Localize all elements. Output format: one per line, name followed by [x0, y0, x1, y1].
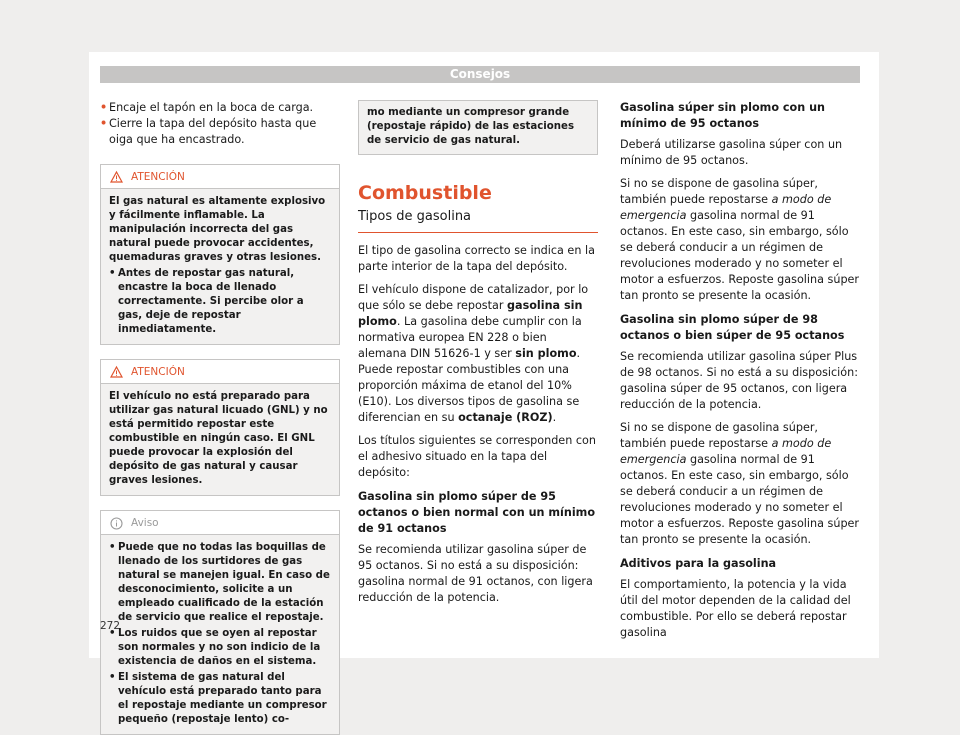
paragraph [358, 282, 598, 426]
section-header: Consejos [100, 66, 860, 83]
note-box [100, 510, 340, 735]
column-1 [100, 100, 340, 735]
list-item: • Cierre la tapa del depósito hasta que oiga que ha encastrado. [100, 116, 340, 148]
paragraph: El tipo de gasolina correcto se indica en la parte interior de la tapa del depósito. [358, 244, 595, 273]
fuel-type-title: Gasolina súper sin plomo con un mínimo de 95 octanos [620, 101, 826, 130]
paragraph [620, 420, 860, 548]
list-item: • Puede que no todas las boquillas de llenado de los surtidores de gas natural se manejen igual. En caso de desconocimiento, solicite a un empleado cualificado de la estación de servicio que realice el repostaje. [109, 541, 331, 625]
text-run: Si no se dispone de gasolina súper, también puede repostarse [620, 177, 818, 206]
paragraph [620, 176, 860, 304]
list-item: • Encaje el tapón en la boca de carga. [100, 100, 340, 116]
info-circle-icon [109, 516, 123, 530]
text-run-bold: gasolina sin plomo [358, 299, 583, 328]
page-number: 272 [100, 620, 121, 632]
additives-title: Aditivos para la gasolina [620, 557, 777, 570]
paragraph: Los títulos siguientes se corresponden con el adhesivo situado en la tapa del depósito: [358, 434, 596, 479]
paragraph: Se recomienda utilizar gasolina súper Plus de 98 octanos. Si no está a su disposición: gasolina súper de 95 octanos, con ligera reducción de la potencia. [620, 350, 858, 411]
note-box-continued: mo mediante un compresor grande (repostaje rápido) de las estaciones de servicio de gas natural. [358, 100, 598, 155]
warning-box [100, 164, 340, 345]
paragraph: El comportamiento, la potencia y la vida útil del motor dependen de la calidad del combustible. Por ello se deberá repostar gasolina [620, 578, 851, 639]
list-item: • Los ruidos que se oyen al repostar son normales y no son indicio de la existencia de daños en el sistema. [109, 627, 331, 669]
column-3 [620, 100, 860, 641]
warning-title: ATENCIÓN [131, 171, 185, 183]
warning-box-body [101, 384, 339, 495]
column-2 [358, 100, 598, 606]
note-box-body [101, 535, 339, 734]
warning-box-header [101, 360, 339, 384]
text-run: . [552, 411, 557, 424]
fuel-type-title: Gasolina sin plomo súper de 98 octanos o bien súper de 95 octanos [620, 313, 845, 342]
warning-box-header [101, 165, 339, 189]
note-box-header [101, 511, 339, 535]
text-run-italic: a modo de emergencia [620, 193, 832, 222]
text-run-bold: octanaje (ROZ) [458, 411, 553, 424]
warning-title: ATENCIÓN [131, 366, 185, 378]
warning-triangle-icon [109, 365, 123, 379]
section-heading: Combustible [358, 182, 492, 204]
warning-box [100, 359, 340, 496]
text-run-bold: sin plomo [515, 347, 577, 360]
paragraph: Deberá utilizarse gasolina súper con un mínimo de 95 octanos. [620, 138, 843, 167]
text-run: . Puede repostar combustibles con una proporción máxima de etanol del 10% (E10). Los diversos tipos de gasolina se diferencian en su [358, 347, 581, 424]
text-run: . La gasolina debe cumplir con la normativa europea EN 228 o bien alemana DIN 51626-1 y ser [358, 315, 582, 360]
warning-text: El vehículo no está preparado para utilizar gas natural licuado (GNL) y no está permitido repostar este combustible en ningún caso. El GNL puede provocar la explosión del depósito de gas natural y causar graves lesiones. [109, 391, 328, 486]
text-run: El vehículo dispone de catalizador, por lo que sólo se debe repostar [358, 283, 589, 312]
text-run: gasolina normal de 91 octanos. En este caso, sin embargo, sólo se deberá conducir a un régimen de revoluciones moderado y no someter el motor a esfuerzos. Reposte gasolina súper tan pronto se presente la ocasión. [620, 453, 860, 546]
warning-triangle-icon [109, 170, 123, 184]
fuel-type-title: Gasolina sin plomo súper de 95 octanos o bien normal con un mínimo de 91 octanos [358, 490, 596, 535]
list-item: • Antes de repostar gas natural, encastre la boca de llenado correctamente. Si percibe olor a gas, deje de repostar inmediatamente. [109, 267, 331, 337]
text-run: Si no se dispone de gasolina súper, también puede repostarse [620, 421, 818, 450]
note-title: Aviso [131, 517, 159, 529]
warning-text: El gas natural es altamente explosivo y fácilmente inflamable. La manipulación incorrecta del gas natural puede provocar accidentes, quemaduras graves y otras lesiones. [109, 196, 326, 263]
list-item: • El sistema de gas natural del vehículo está preparado tanto para el repostaje mediante un compresor pequeño (repostaje lento) co- [109, 671, 331, 727]
subsection-heading: Tipos de gasolina [358, 209, 598, 233]
text-run-italic: a modo de emergencia [620, 437, 832, 466]
paragraph: Se recomienda utilizar gasolina súper de 95 octanos. Si no está a su disposición: gasolina normal de 91 octanos, con ligera reducción de la potencia. [358, 543, 593, 604]
text-run: gasolina normal de 91 octanos. En este caso, sin embargo, sólo se deberá conducir a un régimen de revoluciones moderado y no someter el motor a esfuerzos. Reposte gasolina súper tan pronto se presente la ocasión. [620, 209, 860, 302]
warning-box-body [101, 189, 339, 344]
